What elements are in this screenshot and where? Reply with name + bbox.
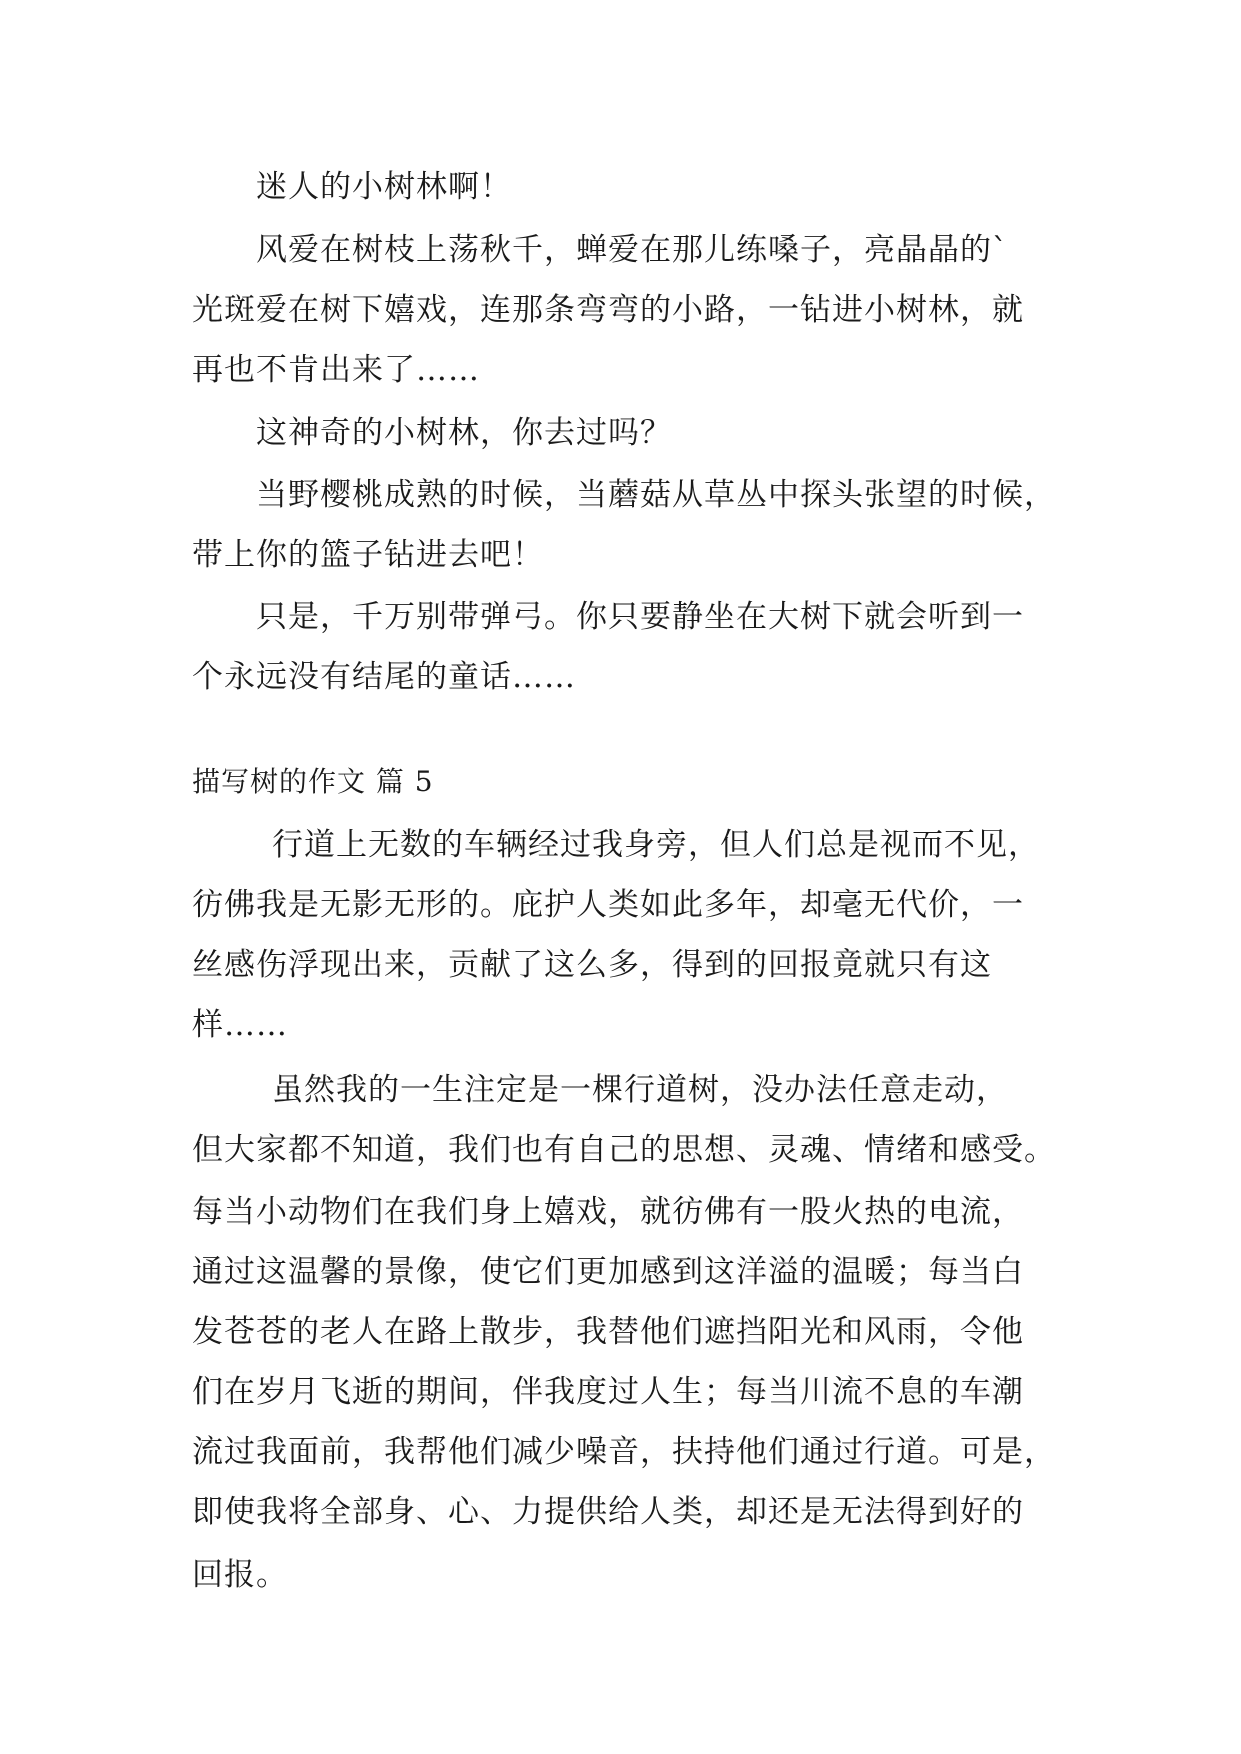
- paragraph-line: 风爱在树枝上荡秋千，蝉爱在那儿练嗓子，亮晶晶的`: [256, 232, 1009, 268]
- paragraph-line: 但大家都不知道，我们也有自己的思想、灵魂、情绪和感受。: [192, 1132, 1056, 1168]
- paragraph-line: 再也不肯出来了……: [192, 352, 480, 388]
- paragraph-line: 回报。: [192, 1557, 288, 1593]
- paragraph-line: 发苍苍的老人在路上散步，我替他们遮挡阳光和风雨，令他: [192, 1314, 1024, 1350]
- section-heading: 描写树的作文 篇 5: [192, 765, 434, 798]
- paragraph-line: 光斑爱在树下嬉戏，连那条弯弯的小路，一钻进小树林，就: [192, 292, 1024, 328]
- paragraph-line: 彷佛我是无影无形的。庇护人类如此多年，却毫无代价，一: [192, 887, 1024, 923]
- paragraph-line: 即使我将全部身、心、力提供给人类，却还是无法得到好的: [192, 1494, 1024, 1530]
- paragraph-line: 当野樱桃成熟的时候，当蘑菇从草丛中探头张望的时候，: [256, 477, 1056, 513]
- paragraph-line: 行道上无数的车辆经过我身旁，但人们总是视而不见，: [272, 827, 1040, 863]
- paragraph-line: 流过我面前，我帮他们减少噪音，扶持他们通过行道。可是，: [192, 1434, 1056, 1470]
- paragraph-line: 个永远没有结尾的童话……: [192, 659, 576, 695]
- paragraph-line: 丝感伤浮现出来，贡献了这么多，得到的回报竟就只有这: [192, 947, 992, 983]
- paragraph-line: 通过这温馨的景像，使它们更加感到这洋溢的温暖；每当白: [192, 1254, 1024, 1290]
- paragraph-line: 们在岁月飞逝的期间，伴我度过人生；每当川流不息的车潮: [192, 1374, 1024, 1410]
- paragraph-line: 每当小动物们在我们身上嬉戏，就彷佛有一股火热的电流，: [192, 1194, 1024, 1230]
- paragraph-line: 迷人的小树林啊！: [256, 169, 512, 205]
- paragraph-line: 带上你的篮子钻进去吧！: [192, 537, 544, 573]
- paragraph-line: 样……: [192, 1007, 288, 1043]
- paragraph-line: 虽然我的一生注定是一棵行道树，没办法任意走动，: [272, 1072, 1008, 1108]
- paragraph-line: 这神奇的小树林，你去过吗？: [256, 415, 672, 451]
- paragraph-line: 只是，千万别带弹弓。你只要静坐在大树下就会听到一: [256, 599, 1024, 635]
